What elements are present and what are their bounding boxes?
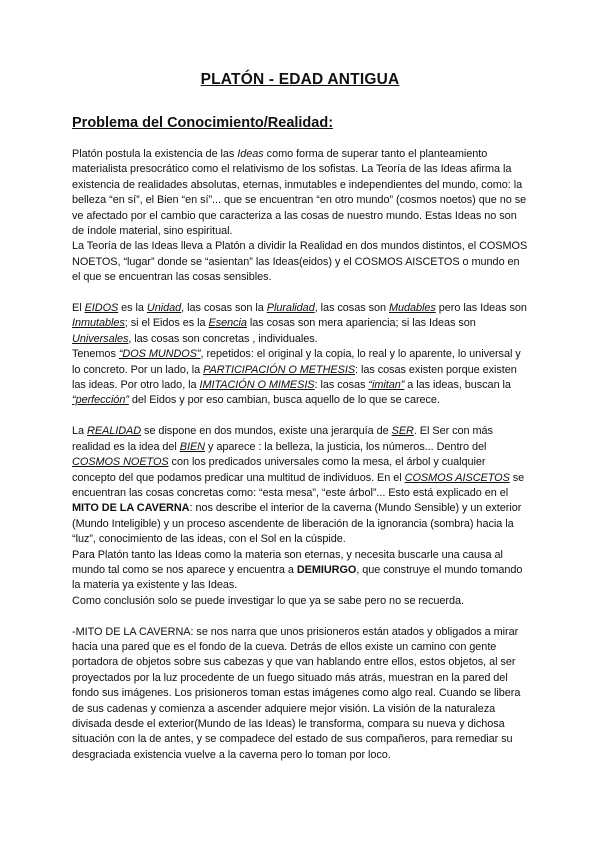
term-ideas: Ideas [237, 148, 264, 160]
term-demiurgo: DEMIURGO [296, 563, 357, 576]
section-heading: Problema del Conocimiento/Realidad: [72, 115, 334, 131]
term-realidad: REALIDAD [87, 425, 142, 438]
term-ser: SER [391, 425, 414, 438]
term-cosmos-noetos: COSMOS NOETOS [72, 456, 169, 469]
term-pluralidad: Pluralidad [266, 302, 315, 315]
term-universales: Universales [72, 332, 129, 345]
term-participacion: PARTICIPACIÓN O METHESIS [203, 363, 356, 376]
term-bien: BIEN [179, 440, 205, 453]
term-mito-caverna: MITO DE LA CAVERNA [72, 502, 190, 515]
term-imitan: “imitan” [368, 379, 405, 392]
term-unidad: Unidad [146, 302, 182, 315]
paragraph-dos-mundos: Tenemos “DOS MUNDOS”, repetidos: el original y la copia, lo real y lo aparente, lo universal y lo concreto. Por un lado, la PARTICIPACIÓN O METHESIS: las cosas existen porque existen las ideas. Por otro lado, la IMITACIÓN O MIMESIS: las cosas “imitan” a las ideas, buscan la “perfección” del Eidos y por eso cambian, busca aquello de lo que se carece. [72, 348, 521, 407]
term-dos-mundos: “DOS MUNDOS” [118, 348, 201, 361]
term-eidos: EIDOS [84, 302, 119, 315]
paragraph-two-worlds: La Teoría de las Ideas lleva a Platón a dividir la Realidad en dos mundos distintos, el COSMOS NOETOS, “lugar” donde se “asientan” las Ideas(eidos) y el COSMOS AISCETOS o mundo en el que se encuentran las cosas sensibles. [72, 240, 528, 284]
paragraph-conclusion: Como conclusión solo se puede investigar lo que ya se sabe pero no se recuerda. [72, 594, 464, 607]
term-perfeccion: “perfección” [72, 394, 129, 407]
term-inmutables: Inmutables [72, 317, 125, 330]
paragraph-demiurgo: Para Platón tanto las Ideas como la materia son eternas, y necesita buscarle una causa al mundo tal como se nos aparece y encuentra a DEMIURGO, que construye el mundo tomando la materia ya existente y las Ideas. [72, 548, 523, 592]
term-esencia: Esencia [208, 317, 247, 330]
paragraph-eidos: El EIDOS es la Unidad, las cosas son la Pluralidad, las cosas son Mudables pero las Ideas son Inmutables; si el Eidos es la Esencia las cosas son mera apariencia; si las Ideas son Universales, las cosas son concretas , individuales. [72, 302, 527, 345]
document-body [72, 147, 530, 763]
paragraph-mito-caverna: -MITO DE LA CAVERNA: se nos narra que unos prisioneros están atados y obligados a mirar hacia una pared que es el fondo de la cueva. Detrás de ellos existe un camino con gente portadora de objetos sobre sus cabezas y que van hablando entre ellos, estos objetos, al ser proyectados por la luz procedente de un fuego situado más atrás, muestran en la pared del fondo sus imágenes. Los prisioneros toman estas imágenes como algo real. Cuando se libera de sus cadenas y comienza a ascender adquiere mejor visión. La visión de la naturaleza divisada desde el exterior(Mundo de las Ideas) le transforma, compara su nueva y dichosa situación con la de antes, y se compadece del estado de sus compañeros, para remediar su desgraciada existencia vuelve a la caverna pero lo toman por loco. [72, 625, 521, 761]
term-mudables: Mudables [388, 302, 436, 315]
paragraph-ideas: Platón postula la existencia de las Ideas como forma de superar tanto el planteamiento materialista presocrático como el relativismo de los sofistas. La Teoría de las Ideas afirma la existencia de realidades absolutas, eternas, inmutables e independientes del mundo, como: la belleza “en sí”, el Bien “en sí”... que se encuentran “en otro mundo” (cosmos noetos) que no se ve afectado por el cambio que caracteriza a las cosas de nuestro mundo. Estas Ideas no son de índole material, sino espiritual. [72, 148, 527, 238]
term-imitacion: IMITACIÓN O MIMESIS [199, 379, 315, 392]
page-title: PLATÓN - EDAD ANTIGUA [200, 71, 400, 88]
paragraph-realidad: La REALIDAD se dispone en dos mundos, existe una jerarquía de SER. El Ser con más realidad es la idea del BIEN y aparece : la belleza, la justicia, los números... Dentro del COSMOS NOETOS con los predicados universales como la mesa, el árbol y cualquier concepto del que podamos predicar una multitud de individuos. En el COSMOS AISCETOS se encuentran las cosas concretas como: “esta mesa”, “este árbol”... Esto está explicado en el MITO DE LA CAVERNA: nos describe el interior de la caverna (Mundo Sensible) y un exterior (Mundo Inteligible) y un proceso ascendente de liberación de la ignorancia (sombra) hacia la “luz”, conocimiento de las ideas, con el Sol en la cúspide. [72, 425, 525, 546]
term-cosmos-aiscetos: COSMOS AISCETOS [404, 471, 510, 484]
